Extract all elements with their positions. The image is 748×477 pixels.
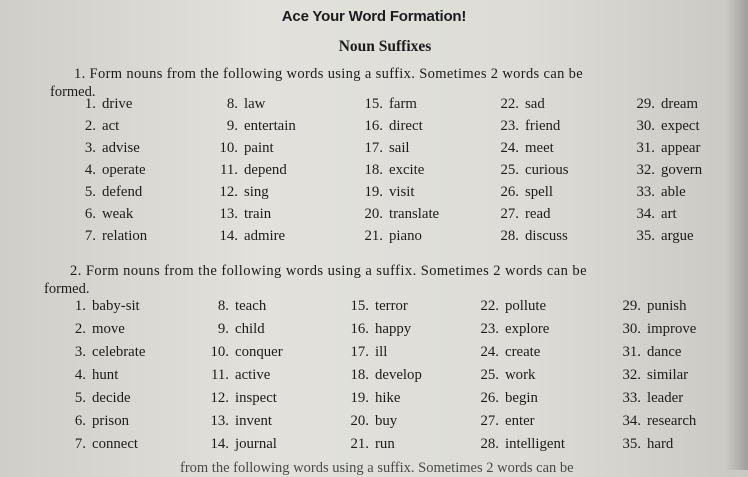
item-number: 18.: [350, 367, 369, 383]
exercise-1-instruction-line1: 1. Form nouns from the following words using a suffix. Sometimes 2 words can be: [74, 66, 584, 82]
word-item: [486, 162, 569, 179]
word-item: [206, 206, 271, 223]
word-item: [350, 96, 417, 113]
next-exercise-fragment: from the following words using a suffix. Sometimes 2 words can be: [180, 460, 574, 476]
item-word: curious: [525, 162, 569, 178]
word-item: [486, 184, 553, 201]
word-item: [206, 228, 285, 245]
item-word: farm: [389, 96, 417, 112]
item-number: 15.: [350, 298, 369, 314]
item-number: 7.: [84, 228, 96, 244]
item-number: 25.: [480, 367, 499, 383]
word-item: [608, 321, 696, 338]
item-word: punish: [647, 298, 687, 314]
item-word: run: [375, 436, 395, 452]
item-number: 2.: [84, 118, 96, 134]
item-word: happy: [375, 321, 412, 337]
word-item: [196, 344, 283, 361]
item-word: expect: [661, 118, 700, 134]
word-item: [608, 390, 683, 407]
item-number: 34.: [622, 413, 641, 429]
page-title: Ace Your Word Formation!: [281, 8, 467, 25]
item-word: advise: [102, 140, 140, 156]
exercise-1-word-grid: [0, 96, 748, 256]
word-item: [206, 162, 287, 179]
exercise-2-word-grid: [0, 298, 748, 463]
item-word: similar: [647, 367, 689, 383]
word-item: [350, 228, 422, 245]
word-item: [54, 390, 131, 407]
item-word: sad: [525, 96, 545, 112]
item-number: 23.: [480, 321, 499, 337]
item-word: piano: [389, 228, 422, 244]
word-item: [622, 228, 694, 245]
item-word: depend: [244, 162, 287, 178]
item-word: terror: [375, 298, 408, 314]
word-item: [466, 390, 538, 407]
word-item: [486, 140, 554, 157]
item-number: 3.: [74, 344, 86, 360]
word-item: [196, 390, 277, 407]
item-word: dance: [647, 344, 682, 360]
word-item: [336, 344, 387, 361]
item-word: argue: [661, 228, 694, 244]
word-item: [350, 162, 424, 179]
word-item: [64, 228, 147, 245]
item-word: celebrate: [92, 344, 146, 360]
item-word: teach: [235, 298, 267, 314]
exercise-1-instruction-line2: formed.: [50, 84, 96, 100]
item-word: intelligent: [505, 436, 565, 452]
item-number: 16.: [364, 118, 383, 134]
item-number: 13.: [210, 413, 229, 429]
item-number: 22.: [480, 298, 499, 314]
exercise-2-instruction-line1: 2. Form nouns from the following words using a suffix. Sometimes 2 words can be: [70, 263, 587, 279]
item-word: operate: [102, 162, 146, 178]
item-number: 6.: [84, 206, 96, 222]
item-word: direct: [389, 118, 423, 134]
word-item: [466, 413, 535, 430]
item-word: entertain: [244, 118, 296, 134]
item-number: 31.: [636, 140, 655, 156]
word-item: [54, 344, 145, 361]
word-item: [64, 184, 142, 201]
item-word: inspect: [235, 390, 277, 406]
item-number: 7.: [74, 436, 86, 452]
word-item: [608, 344, 682, 361]
item-word: friend: [525, 118, 561, 134]
item-word: translate: [389, 206, 440, 222]
item-number: 24.: [500, 140, 519, 156]
word-item: [64, 162, 146, 179]
item-number: 11.: [220, 162, 238, 178]
item-number: 12.: [210, 390, 229, 406]
item-word: paint: [244, 140, 274, 156]
item-number: 5.: [74, 390, 86, 406]
word-item: [196, 321, 265, 338]
word-item: [206, 118, 296, 135]
word-item: [336, 298, 408, 315]
item-word: relation: [102, 228, 148, 244]
item-word: leader: [647, 390, 684, 406]
word-item: [350, 118, 423, 135]
item-word: spell: [525, 184, 553, 200]
item-word: law: [244, 96, 266, 112]
item-number: 19.: [350, 390, 369, 406]
item-number: 30.: [622, 321, 641, 337]
item-word: move: [92, 321, 125, 337]
word-item: [622, 184, 686, 201]
item-word: train: [244, 206, 272, 222]
item-number: 4.: [74, 367, 86, 383]
item-word: able: [661, 184, 686, 200]
item-word: decide: [92, 390, 131, 406]
item-word: create: [505, 344, 541, 360]
word-item: [54, 298, 140, 315]
word-item: [350, 184, 415, 201]
word-item: [486, 206, 550, 223]
word-item: [64, 206, 133, 223]
word-item: [336, 413, 397, 430]
item-number: 18.: [364, 162, 383, 178]
item-word: research: [647, 413, 697, 429]
item-word: sail: [389, 140, 410, 156]
item-number: 35.: [636, 228, 655, 244]
item-word: sing: [244, 184, 269, 200]
word-item: [206, 96, 265, 113]
word-item: [466, 367, 535, 384]
word-item: [54, 321, 125, 338]
item-word: meet: [525, 140, 554, 156]
item-number: 27.: [500, 206, 519, 222]
word-item: [622, 118, 700, 135]
item-word: ill: [375, 344, 388, 360]
item-number: 32.: [636, 162, 655, 178]
word-item: [336, 390, 400, 407]
word-item: [196, 413, 272, 430]
item-number: 4.: [84, 162, 96, 178]
word-item: [608, 367, 688, 384]
item-number: 20.: [364, 206, 383, 222]
word-item: [206, 184, 269, 201]
item-number: 34.: [636, 206, 655, 222]
word-item: [608, 298, 686, 315]
item-number: 28.: [500, 228, 519, 244]
item-number: 15.: [364, 96, 383, 112]
item-number: 33.: [636, 184, 655, 200]
item-number: 11.: [211, 367, 229, 383]
item-word: journal: [235, 436, 277, 452]
word-item: [54, 367, 118, 384]
word-item: [622, 96, 698, 113]
item-word: explore: [505, 321, 550, 337]
item-number: 9.: [226, 118, 238, 134]
item-word: enter: [505, 413, 535, 429]
item-word: prison: [92, 413, 129, 429]
word-item: [608, 436, 673, 453]
item-word: act: [102, 118, 120, 134]
word-item: [622, 140, 700, 157]
item-word: hard: [647, 436, 674, 452]
word-item: [54, 436, 138, 453]
word-item: [486, 118, 560, 135]
item-number: 23.: [500, 118, 519, 134]
item-number: 14.: [210, 436, 229, 452]
word-item: [622, 162, 702, 179]
item-word: invent: [235, 413, 272, 429]
word-item: [196, 436, 277, 453]
word-item: [466, 436, 565, 453]
item-word: conquer: [235, 344, 283, 360]
item-number: 9.: [217, 321, 229, 337]
word-item: [486, 228, 568, 245]
item-number: 17.: [364, 140, 383, 156]
item-word: admire: [244, 228, 286, 244]
word-item: [466, 344, 540, 361]
item-number: 2.: [74, 321, 86, 337]
item-word: begin: [505, 390, 538, 406]
word-item: [608, 413, 696, 430]
item-number: 21.: [364, 228, 383, 244]
item-number: 27.: [480, 413, 499, 429]
item-word: develop: [375, 367, 422, 383]
item-number: 24.: [480, 344, 499, 360]
item-number: 8.: [217, 298, 229, 314]
item-number: 10.: [210, 344, 229, 360]
item-word: read: [525, 206, 551, 222]
item-word: hike: [375, 390, 401, 406]
item-word: govern: [661, 162, 703, 178]
item-number: 1.: [74, 298, 86, 314]
item-word: dream: [661, 96, 698, 112]
item-number: 29.: [622, 298, 641, 314]
word-item: [622, 206, 677, 223]
item-number: 6.: [74, 413, 86, 429]
item-number: 10.: [219, 140, 238, 156]
item-number: 26.: [500, 184, 519, 200]
item-number: 22.: [500, 96, 519, 112]
word-item: [336, 436, 395, 453]
word-item: [350, 140, 410, 157]
item-number: 32.: [622, 367, 641, 383]
item-word: connect: [92, 436, 139, 452]
item-word: buy: [375, 413, 398, 429]
item-number: 26.: [480, 390, 499, 406]
item-number: 30.: [636, 118, 655, 134]
item-number: 1.: [84, 96, 96, 112]
item-word: defend: [102, 184, 143, 200]
word-item: [64, 140, 140, 157]
item-word: weak: [102, 206, 134, 222]
item-word: drive: [102, 96, 133, 112]
section-subtitle: Noun Suffixes: [338, 38, 432, 55]
item-word: child: [235, 321, 265, 337]
item-word: work: [505, 367, 536, 383]
word-item: [54, 413, 129, 430]
item-word: improve: [647, 321, 697, 337]
item-word: appear: [661, 140, 701, 156]
word-item: [336, 321, 411, 338]
word-item: [486, 96, 545, 113]
item-number: 12.: [219, 184, 238, 200]
exercise-2-instruction: [44, 262, 734, 298]
word-item: [206, 140, 274, 157]
word-item: [64, 118, 119, 135]
item-number: 25.: [500, 162, 519, 178]
item-number: 16.: [350, 321, 369, 337]
item-number: 8.: [226, 96, 238, 112]
word-item: [466, 298, 546, 315]
item-number: 29.: [636, 96, 655, 112]
item-number: 20.: [350, 413, 369, 429]
item-number: 35.: [622, 436, 641, 452]
item-number: 33.: [622, 390, 641, 406]
item-word: discuss: [525, 228, 568, 244]
item-word: art: [661, 206, 677, 222]
word-item: [350, 206, 439, 223]
item-number: 14.: [219, 228, 238, 244]
item-number: 13.: [219, 206, 238, 222]
item-number: 3.: [84, 140, 96, 156]
item-word: pollute: [505, 298, 547, 314]
item-number: 21.: [350, 436, 369, 452]
item-number: 19.: [364, 184, 383, 200]
item-word: excite: [389, 162, 425, 178]
item-number: 17.: [350, 344, 369, 360]
item-number: 31.: [622, 344, 641, 360]
word-item: [466, 321, 549, 338]
item-number: 28.: [480, 436, 499, 452]
item-word: hunt: [92, 367, 119, 383]
word-item: [196, 298, 266, 315]
item-word: active: [235, 367, 271, 383]
word-item: [64, 96, 132, 113]
word-item: [196, 367, 270, 384]
word-item: [336, 367, 422, 384]
item-word: visit: [389, 184, 415, 200]
exercise-2-instruction-line2: formed.: [44, 281, 90, 297]
item-word: baby-sit: [92, 298, 140, 314]
item-number: 5.: [84, 184, 96, 200]
